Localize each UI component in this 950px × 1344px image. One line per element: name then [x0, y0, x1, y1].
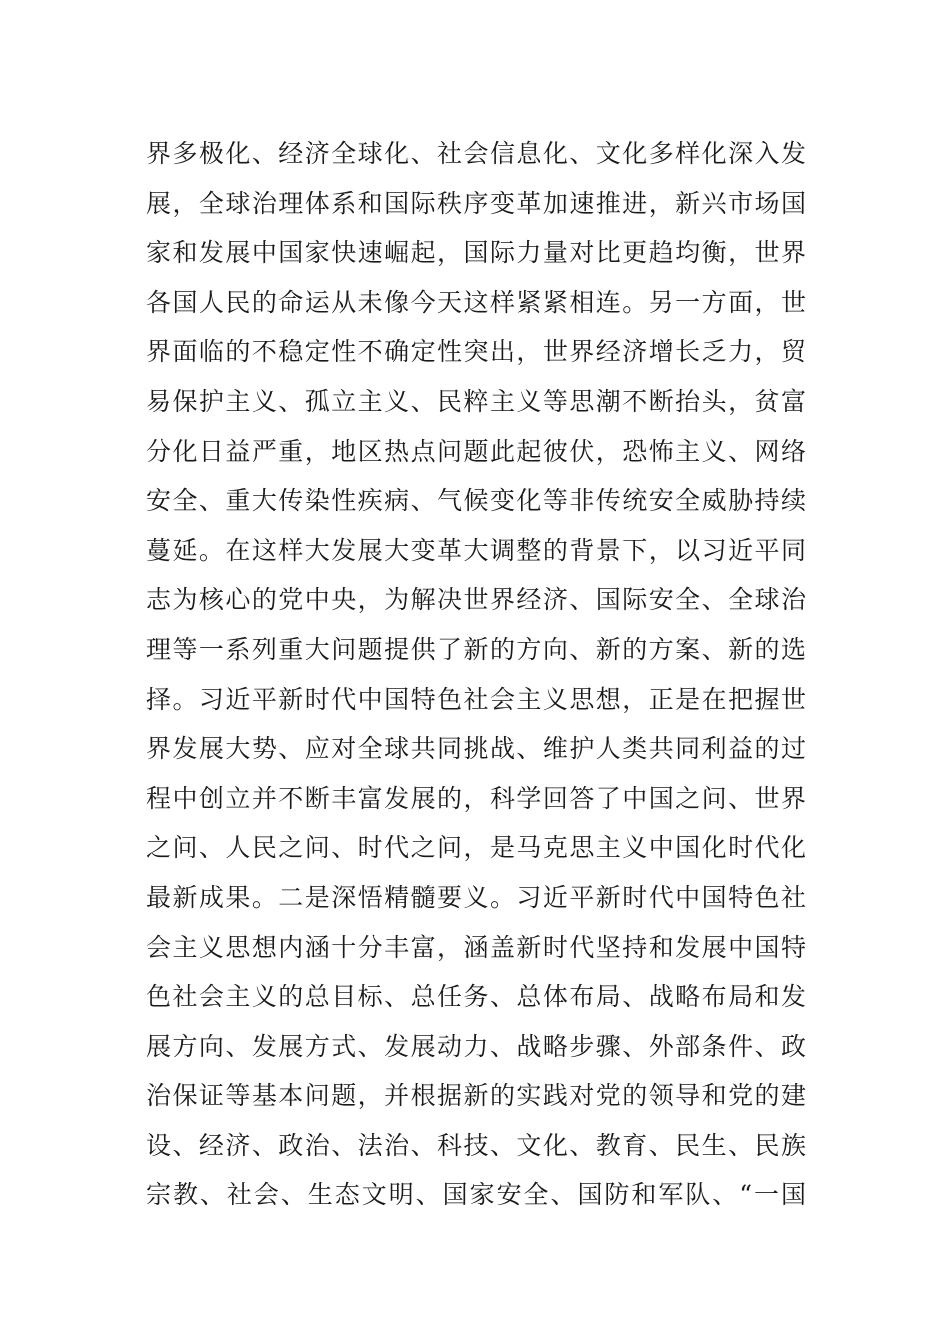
- text-line: 安全、重大传染性疾病、气候变化等非传统安全威胁持续: [146, 486, 806, 516]
- text-line: 界多极化、经济全球化、社会信息化、文化多样化深入发: [146, 139, 806, 168]
- text-line: 分化日益严重，地区热点问题此起彼伏，恐怖主义、网络: [146, 436, 806, 466]
- text-line: 色社会主义的总目标、总任务、总体布局、战略布局和发: [146, 982, 806, 1012]
- text-line: 家和发展中国家快速崛起，国际力量对比更趋均衡，世界: [146, 238, 806, 268]
- text-line: 界面临的不稳定性不确定性突出，世界经济增长乏力，贸: [146, 337, 806, 367]
- text-line: 程中创立并不断丰富发展的，科学回答了中国之问、世界: [146, 783, 806, 813]
- text-line: 志为核心的党中央，为解决世界经济、国际安全、全球治: [146, 585, 806, 615]
- text-line: 易保护主义、孤立主义、民粹主义等思潮不断抬头，贫富: [146, 386, 806, 416]
- text-line: 各国人民的命运从未像今天这样紧紧相连。另一方面，世: [146, 287, 806, 317]
- text-line: 治保证等基本问题，并根据新的实践对党的领导和党的建: [146, 1081, 806, 1111]
- body-text: [146, 129, 806, 1220]
- text-line: 宗教、社会、生态文明、国家安全、国防和军队、“一国: [146, 1180, 806, 1210]
- text-line: 蔓延。在这样大发展大变革大调整的背景下，以习近平同: [146, 535, 806, 565]
- text-line: 展，全球治理体系和国际秩序变革加速推进，新兴市场国: [146, 188, 806, 218]
- text-line: 理等一系列重大问题提供了新的方向、新的方案、新的选: [146, 634, 806, 664]
- text-line: 之问、人民之问、时代之问，是马克思主义中国化时代化: [146, 833, 806, 863]
- text-line: 会主义思想内涵十分丰富，涵盖新时代坚持和发展中国特: [146, 932, 806, 962]
- text-line: 界发展大势、应对全球共同挑战、维护人类共同利益的过: [146, 734, 806, 764]
- text-line: 最新成果。二是深悟精髓要义。习近平新时代中国特色社: [146, 882, 806, 912]
- text-line: 设、经济、政治、法治、科技、文化、教育、民生、民族: [146, 1130, 806, 1160]
- text-line: 择。习近平新时代中国特色社会主义思想，正是在把握世: [146, 684, 806, 714]
- text-line: 展方向、发展方式、发展动力、战略步骤、外部条件、政: [146, 1031, 806, 1061]
